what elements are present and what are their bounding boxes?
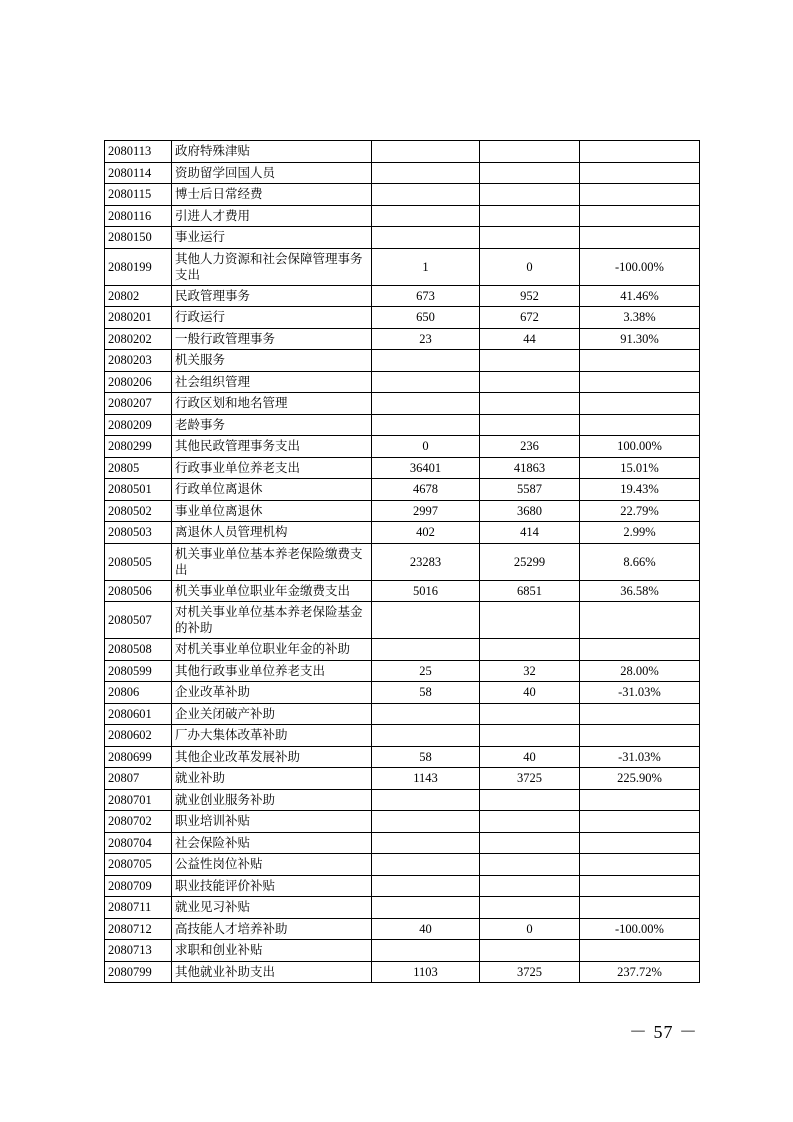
change-percent — [580, 227, 700, 249]
subject-code: 20807 — [105, 768, 172, 790]
subject-code: 2080507 — [105, 602, 172, 639]
subject-code: 2080116 — [105, 205, 172, 227]
value-current: 32 — [480, 660, 580, 682]
subject-name: 就业补助 — [172, 768, 372, 790]
subject-name: 行政区划和地名管理 — [172, 393, 372, 415]
value-current — [480, 875, 580, 897]
table-row — [105, 414, 700, 436]
subject-name: 民政管理事务 — [172, 285, 372, 307]
table-row — [105, 789, 700, 811]
subject-name: 求职和创业补贴 — [172, 940, 372, 962]
change-percent: 3.38% — [580, 307, 700, 329]
table-row — [105, 703, 700, 725]
subject-code: 2080206 — [105, 371, 172, 393]
value-previous — [372, 184, 480, 206]
change-percent — [580, 350, 700, 372]
change-percent — [580, 393, 700, 415]
value-current: 40 — [480, 682, 580, 704]
subject-code: 2080712 — [105, 918, 172, 940]
table-row — [105, 660, 700, 682]
value-previous — [372, 141, 480, 163]
subject-code: 2080502 — [105, 500, 172, 522]
table-row — [105, 746, 700, 768]
subject-code: 2080299 — [105, 436, 172, 458]
table-row — [105, 639, 700, 661]
change-percent — [580, 703, 700, 725]
value-current — [480, 940, 580, 962]
table-row — [105, 307, 700, 329]
table-row — [105, 543, 700, 580]
value-previous — [372, 725, 480, 747]
subject-code: 2080711 — [105, 897, 172, 919]
table-row — [105, 248, 700, 285]
value-previous: 1143 — [372, 768, 480, 790]
table-row — [105, 832, 700, 854]
subject-code: 2080702 — [105, 811, 172, 833]
value-current: 0 — [480, 248, 580, 285]
subject-code: 2080602 — [105, 725, 172, 747]
value-current: 6851 — [480, 580, 580, 602]
table-row — [105, 580, 700, 602]
subject-name: 就业见习补贴 — [172, 897, 372, 919]
value-previous: 58 — [372, 746, 480, 768]
value-previous: 58 — [372, 682, 480, 704]
subject-name: 引进人才费用 — [172, 205, 372, 227]
value-current: 414 — [480, 522, 580, 544]
change-percent — [580, 811, 700, 833]
subject-code: 20805 — [105, 457, 172, 479]
subject-name: 社会组织管理 — [172, 371, 372, 393]
subject-name: 企业关闭破产补助 — [172, 703, 372, 725]
value-previous — [372, 350, 480, 372]
value-previous — [372, 639, 480, 661]
subject-name: 行政运行 — [172, 307, 372, 329]
value-previous — [372, 205, 480, 227]
change-percent — [580, 602, 700, 639]
table-row — [105, 184, 700, 206]
change-percent — [580, 162, 700, 184]
subject-code: 2080508 — [105, 639, 172, 661]
table-row — [105, 811, 700, 833]
table-row — [105, 897, 700, 919]
subject-name: 公益性岗位补贴 — [172, 854, 372, 876]
subject-name: 老龄事务 — [172, 414, 372, 436]
table-row — [105, 768, 700, 790]
subject-code: 2080202 — [105, 328, 172, 350]
change-percent — [580, 414, 700, 436]
table-row — [105, 940, 700, 962]
subject-name: 职业技能评价补贴 — [172, 875, 372, 897]
change-percent: -100.00% — [580, 248, 700, 285]
subject-name: 社会保险补贴 — [172, 832, 372, 854]
value-current — [480, 371, 580, 393]
table-row — [105, 393, 700, 415]
change-percent: 100.00% — [580, 436, 700, 458]
table-row — [105, 602, 700, 639]
subject-code: 2080701 — [105, 789, 172, 811]
change-percent: 15.01% — [580, 457, 700, 479]
change-percent: 41.46% — [580, 285, 700, 307]
value-current — [480, 602, 580, 639]
value-current — [480, 703, 580, 725]
table-row — [105, 141, 700, 163]
value-previous — [372, 414, 480, 436]
value-previous — [372, 897, 480, 919]
subject-code: 2080506 — [105, 580, 172, 602]
change-percent — [580, 940, 700, 962]
change-percent: 237.72% — [580, 961, 700, 983]
table-row — [105, 854, 700, 876]
change-percent: -31.03% — [580, 746, 700, 768]
change-percent — [580, 184, 700, 206]
value-current — [480, 205, 580, 227]
subject-name: 其他企业改革发展补助 — [172, 746, 372, 768]
change-percent — [580, 205, 700, 227]
subject-name: 对机关事业单位基本养老保险基金的补助 — [172, 602, 372, 639]
value-previous — [372, 703, 480, 725]
value-previous: 5016 — [372, 580, 480, 602]
subject-name: 行政事业单位养老支出 — [172, 457, 372, 479]
value-current — [480, 414, 580, 436]
subject-name: 机关事业单位职业年金缴费支出 — [172, 580, 372, 602]
table-row — [105, 350, 700, 372]
value-current — [480, 897, 580, 919]
value-previous — [372, 789, 480, 811]
subject-name: 企业改革补助 — [172, 682, 372, 704]
value-previous: 1103 — [372, 961, 480, 983]
value-previous — [372, 393, 480, 415]
change-percent: 22.79% — [580, 500, 700, 522]
subject-name: 政府特殊津贴 — [172, 141, 372, 163]
subject-code: 2080704 — [105, 832, 172, 854]
subject-code: 2080114 — [105, 162, 172, 184]
value-previous — [372, 875, 480, 897]
table-row — [105, 328, 700, 350]
change-percent: 28.00% — [580, 660, 700, 682]
value-current: 236 — [480, 436, 580, 458]
value-current — [480, 639, 580, 661]
table-row — [105, 875, 700, 897]
value-current — [480, 832, 580, 854]
value-previous: 2997 — [372, 500, 480, 522]
value-previous — [372, 602, 480, 639]
change-percent — [580, 141, 700, 163]
subject-code: 2080203 — [105, 350, 172, 372]
change-percent: 2.99% — [580, 522, 700, 544]
value-previous: 25 — [372, 660, 480, 682]
subject-code: 2080699 — [105, 746, 172, 768]
value-current — [480, 725, 580, 747]
value-previous: 673 — [372, 285, 480, 307]
change-percent: 8.66% — [580, 543, 700, 580]
subject-code: 2080799 — [105, 961, 172, 983]
subject-code: 2080201 — [105, 307, 172, 329]
table-row — [105, 725, 700, 747]
subject-code: 2080113 — [105, 141, 172, 163]
value-current: 0 — [480, 918, 580, 940]
change-percent: 225.90% — [580, 768, 700, 790]
value-current — [480, 854, 580, 876]
subject-name: 一般行政管理事务 — [172, 328, 372, 350]
table-row — [105, 682, 700, 704]
value-previous: 40 — [372, 918, 480, 940]
change-percent: 19.43% — [580, 479, 700, 501]
table-row — [105, 227, 700, 249]
change-percent — [580, 897, 700, 919]
subject-code: 2080207 — [105, 393, 172, 415]
change-percent — [580, 371, 700, 393]
subject-name: 其他人力资源和社会保障管理事务支出 — [172, 248, 372, 285]
subject-code: 2080713 — [105, 940, 172, 962]
change-percent — [580, 639, 700, 661]
value-current: 3680 — [480, 500, 580, 522]
table-row — [105, 522, 700, 544]
subject-name: 就业创业服务补助 — [172, 789, 372, 811]
subject-code: 2080501 — [105, 479, 172, 501]
table-row — [105, 436, 700, 458]
subject-name: 其他行政事业单位养老支出 — [172, 660, 372, 682]
subject-name: 对机关事业单位职业年金的补助 — [172, 639, 372, 661]
subject-code: 2080199 — [105, 248, 172, 285]
value-previous — [372, 832, 480, 854]
change-percent: 36.58% — [580, 580, 700, 602]
value-previous: 402 — [372, 522, 480, 544]
value-current — [480, 393, 580, 415]
subject-code: 2080709 — [105, 875, 172, 897]
value-previous: 0 — [372, 436, 480, 458]
subject-code: 2080599 — [105, 660, 172, 682]
change-percent — [580, 725, 700, 747]
value-current — [480, 350, 580, 372]
subject-code: 2080705 — [105, 854, 172, 876]
value-previous: 1 — [372, 248, 480, 285]
value-current: 672 — [480, 307, 580, 329]
subject-name: 博士后日常经费 — [172, 184, 372, 206]
subject-name: 资助留学回国人员 — [172, 162, 372, 184]
value-current: 40 — [480, 746, 580, 768]
change-percent — [580, 875, 700, 897]
subject-name: 职业培训补贴 — [172, 811, 372, 833]
change-percent — [580, 832, 700, 854]
subject-name: 机关事业单位基本养老保险缴费支出 — [172, 543, 372, 580]
table-row — [105, 285, 700, 307]
table-row — [105, 961, 700, 983]
value-previous: 650 — [372, 307, 480, 329]
value-previous: 4678 — [372, 479, 480, 501]
subject-code: 2080601 — [105, 703, 172, 725]
subject-name: 离退休人员管理机构 — [172, 522, 372, 544]
value-current: 5587 — [480, 479, 580, 501]
value-current — [480, 184, 580, 206]
subject-code: 20806 — [105, 682, 172, 704]
subject-name: 事业单位离退休 — [172, 500, 372, 522]
value-current — [480, 141, 580, 163]
change-percent — [580, 789, 700, 811]
subject-code: 2080505 — [105, 543, 172, 580]
value-current: 952 — [480, 285, 580, 307]
subject-code: 20802 — [105, 285, 172, 307]
value-current: 3725 — [480, 961, 580, 983]
value-current: 44 — [480, 328, 580, 350]
subject-name: 其他就业补助支出 — [172, 961, 372, 983]
subject-name: 高技能人才培养补助 — [172, 918, 372, 940]
table-row — [105, 205, 700, 227]
subject-name: 行政单位离退休 — [172, 479, 372, 501]
value-current: 3725 — [480, 768, 580, 790]
table-row — [105, 479, 700, 501]
table-row — [105, 918, 700, 940]
value-current — [480, 789, 580, 811]
value-current: 41863 — [480, 457, 580, 479]
value-previous — [372, 371, 480, 393]
value-previous: 23283 — [372, 543, 480, 580]
change-percent: -31.03% — [580, 682, 700, 704]
value-previous — [372, 227, 480, 249]
value-current — [480, 811, 580, 833]
change-percent: 91.30% — [580, 328, 700, 350]
subject-code: 2080115 — [105, 184, 172, 206]
table-row — [105, 371, 700, 393]
table-row — [105, 500, 700, 522]
value-previous: 36401 — [372, 457, 480, 479]
subject-code: 2080503 — [105, 522, 172, 544]
value-previous: 23 — [372, 328, 480, 350]
value-previous — [372, 940, 480, 962]
value-previous — [372, 162, 480, 184]
subject-code: 2080209 — [105, 414, 172, 436]
value-current: 25299 — [480, 543, 580, 580]
subject-name: 事业运行 — [172, 227, 372, 249]
table-row — [105, 162, 700, 184]
page-number: － 57 － — [629, 1022, 698, 1042]
value-current — [480, 227, 580, 249]
subject-name: 机关服务 — [172, 350, 372, 372]
budget-table — [104, 140, 700, 983]
value-previous — [372, 854, 480, 876]
subject-name: 厂办大集体改革补助 — [172, 725, 372, 747]
table-row — [105, 457, 700, 479]
subject-code: 2080150 — [105, 227, 172, 249]
change-percent — [580, 854, 700, 876]
change-percent: -100.00% — [580, 918, 700, 940]
subject-name: 其他民政管理事务支出 — [172, 436, 372, 458]
value-previous — [372, 811, 480, 833]
value-current — [480, 162, 580, 184]
